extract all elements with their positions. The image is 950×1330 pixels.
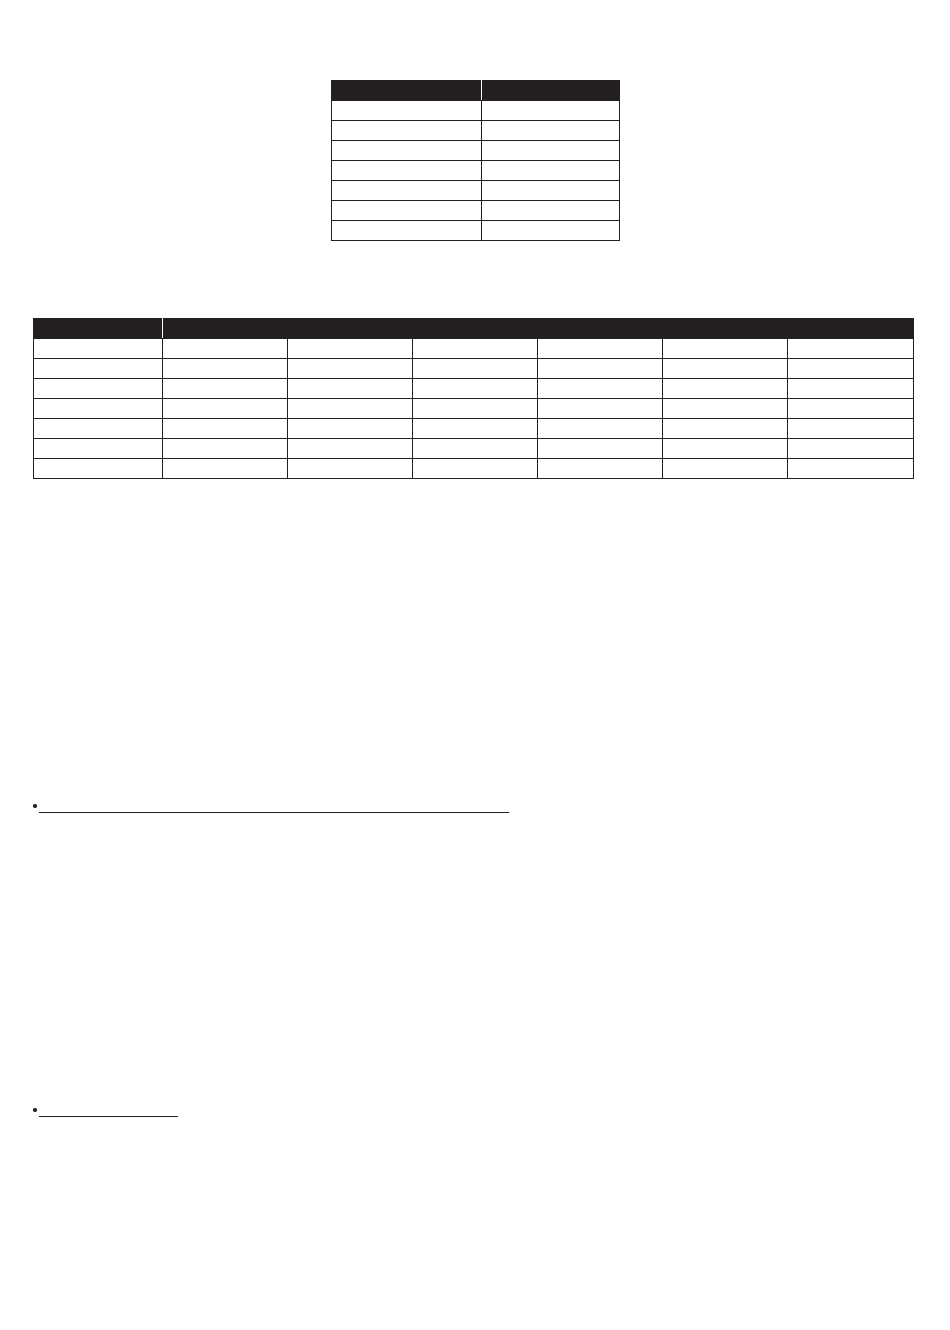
small-table — [331, 80, 620, 241]
table-header-row — [34, 319, 914, 339]
table-cell — [413, 379, 538, 399]
table-cell — [288, 399, 413, 419]
table-cell — [413, 399, 538, 419]
table-header-row — [332, 81, 620, 101]
table-cell — [34, 439, 163, 459]
table-cell — [288, 379, 413, 399]
bullet-dot-icon — [33, 804, 37, 808]
bullet-item — [33, 1106, 183, 1120]
table-cell — [163, 399, 288, 419]
table-row — [34, 459, 914, 479]
table-cell — [332, 121, 482, 141]
table-cell — [482, 181, 620, 201]
table-cell — [788, 359, 914, 379]
table-cell — [663, 459, 788, 479]
table-cell — [663, 419, 788, 439]
table-cell — [34, 399, 163, 419]
table-cell — [34, 379, 163, 399]
table-row — [34, 359, 914, 379]
table-cell — [482, 101, 620, 121]
table-cell — [482, 141, 620, 161]
table-cell — [663, 439, 788, 459]
table-row — [332, 121, 620, 141]
table-row — [34, 399, 914, 419]
table-cell — [538, 379, 663, 399]
table-cell — [663, 379, 788, 399]
table-cell — [413, 439, 538, 459]
table-cell — [788, 399, 914, 419]
table-cell — [538, 399, 663, 419]
table-cell — [163, 459, 288, 479]
table-cell — [288, 439, 413, 459]
table-cell — [663, 399, 788, 419]
table-cell — [788, 379, 914, 399]
table-row — [34, 339, 914, 359]
table-row — [332, 181, 620, 201]
table-cell — [332, 141, 482, 161]
table-cell — [482, 161, 620, 181]
table-cell — [413, 459, 538, 479]
table-cell — [288, 339, 413, 359]
table-row — [332, 201, 620, 221]
table-header-cell — [163, 319, 914, 339]
table-cell — [163, 419, 288, 439]
table-cell — [332, 201, 482, 221]
table-cell — [538, 339, 663, 359]
table-cell — [34, 359, 163, 379]
table-header-cell — [332, 81, 482, 101]
table-row — [332, 141, 620, 161]
bullet-underline — [39, 812, 509, 813]
table-cell — [482, 121, 620, 141]
table-row — [332, 161, 620, 181]
table-row — [34, 439, 914, 459]
table-cell — [482, 221, 620, 241]
table-cell — [663, 359, 788, 379]
table-cell — [413, 339, 538, 359]
table-header-cell — [34, 319, 163, 339]
table-cell — [34, 339, 163, 359]
table-row — [34, 379, 914, 399]
table-cell — [788, 419, 914, 439]
table-cell — [332, 101, 482, 121]
table-cell — [413, 419, 538, 439]
table-cell — [332, 161, 482, 181]
table-cell — [163, 359, 288, 379]
table-cell — [34, 459, 163, 479]
table-cell — [788, 339, 914, 359]
table-cell — [163, 339, 288, 359]
table-cell — [538, 359, 663, 379]
table-cell — [332, 221, 482, 241]
table-cell — [332, 181, 482, 201]
table-cell — [288, 459, 413, 479]
bullet-dot-icon — [33, 1108, 37, 1112]
bullet-item — [33, 802, 513, 816]
table-row — [332, 101, 620, 121]
table-cell — [413, 359, 538, 379]
table-cell — [788, 459, 914, 479]
table-cell — [482, 201, 620, 221]
table-cell — [663, 339, 788, 359]
table-cell — [288, 419, 413, 439]
table-row — [34, 419, 914, 439]
table-cell — [538, 439, 663, 459]
large-table — [33, 318, 914, 479]
table-cell — [538, 459, 663, 479]
bullet-underline — [39, 1116, 178, 1117]
table-cell — [288, 359, 413, 379]
table-cell — [34, 419, 163, 439]
table-header-cell — [482, 81, 620, 101]
table-cell — [163, 439, 288, 459]
table-cell — [788, 439, 914, 459]
table-row — [332, 221, 620, 241]
table-cell — [163, 379, 288, 399]
table-cell — [538, 419, 663, 439]
